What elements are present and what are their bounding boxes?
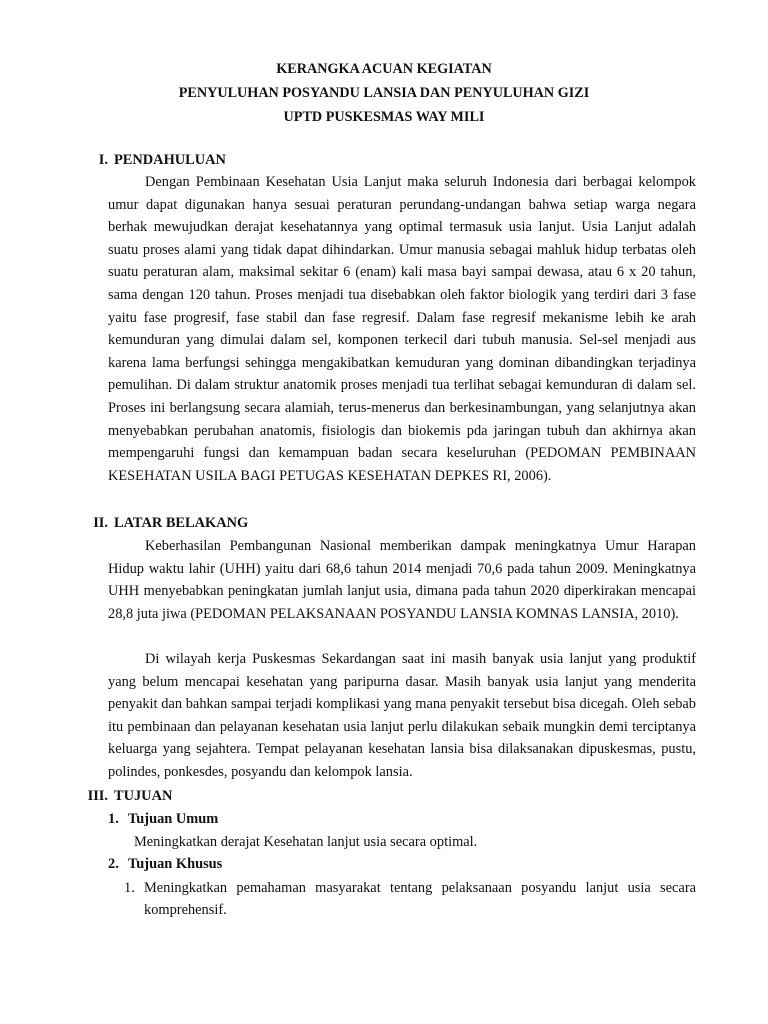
section-title: PENDAHULUAN: [114, 152, 226, 168]
subsection-heading-tujuan-umum: [108, 809, 218, 829]
section-title: LATAR BELAKANG: [114, 515, 249, 531]
subsection-number: 2.: [108, 856, 119, 872]
document-title: KERANGKA ACUAN KEGIATAN: [276, 61, 492, 77]
section-paragraph-pendahuluan: Dengan Pembinaan Kesehatan Usia Lanjut maka seluruh Indonesia dari berbagai kelompok umur dapat digunakan hanya sesuai peraturan perundang-undangan bahwa setiap warga negara berhak mewujudkan derajat kesehatannya yang optimal termasuk usia lanjut. Usia Lanjut adalah suatu proses alami yang tidak dapat dihindarkan. Umur manusia sebagai mahluk hidup terbatas oleh suatu peraturan alam, maksimal sekitar 6 (enam) kali masa bayi sampai dewasa, atau 6 x 20 tahun, sama dengan 120 tahun. Proses menjadi tua disebabkan oleh faktor biologik yang terdiri dari 3 fase yaitu fase progresif, fase stabil dan fase regresif. Dalam fase regresif mekanisme lebih ke arah kemunduran yang dimulai dalam sel, komponen terkecil dari tubuh manusia. Sel-sel menjadi aus karena lama berfungsi sehingga mengakibatkan kemuduran yang dominan dibandingkan terjadinya pemulihan. Di dalam struktur anatomik proses menjadi tua terlihat sebagai kemunduran di dalam sel. Proses ini berlangsung secara alamiah, terus-menerus dan berkesinambungan, yang selanjutnya akan menyebabkan perubahan anatomis, fisiologis dan biokemis pda jaringan tubuh dan akhirnya akan mempengaruhi fungsi dan kemampuan badan secara keseluruhan (PEDOMAN PEMBINAAN KESEHATAN USILA BAGI PETUGAS KESEHATAN DEPKES RI, 2006).: [108, 174, 696, 484]
section-number: III.: [87, 788, 108, 804]
subsection-text-tujuan-umum: Meningkatkan derajat Kesehatan lanjut usia secara optimal.: [134, 834, 478, 850]
section-paragraph-latar-belakang-1: Keberhasilan Pembangunan Nasional memberikan dampak meningkatnya Umur Harapan Hidup waktu lahir (UHH) yaitu dari 68,6 tahun 2014 menjadi 70,6 pada tahun 2009. Meningkatnya UHH menyebabkan peningkatan jumlah lanjut usia, dimana pada tahun 2020 diperkirakan mencapai 28,8 juta jiwa (PEDOMAN PELAKSANAAN POSYANDU LANSIA KOMNAS LANSIA, 2010).: [108, 538, 696, 622]
list-item-number: 1.: [124, 880, 135, 896]
subsection-number: 1.: [108, 811, 119, 827]
subsection-title: Tujuan Khusus: [128, 856, 223, 872]
section-heading-pendahuluan: [80, 150, 226, 170]
section-heading-tujuan: [80, 786, 172, 806]
section-heading-latar-belakang: [80, 513, 248, 533]
section-title: TUJUAN: [114, 788, 173, 804]
list-item-text: Meningkatkan pemahaman masyarakat tentang pelaksanaan posyandu lanjut usia secara komprehensif.: [144, 880, 696, 918]
document-subtitle: PENYULUHAN POSYANDU LANSIA DAN PENYULUHAN GIZI: [178, 85, 590, 101]
section-number: II.: [93, 515, 108, 531]
document-organization: UPTD PUSKESMAS WAY MILI: [283, 109, 485, 125]
subsection-heading-tujuan-khusus: [108, 854, 222, 874]
section-paragraph-latar-belakang-2: Di wilayah kerja Puskesmas Sekardangan saat ini masih banyak usia lanjut yang produktif yang belum mencapai kesehatan yang paripurna dasar. Masih banyak usia lanjut yang menderita penyakit dan bahkan sampai terjadi komplikasi yang mana penyakit tersebut bisa dicegah. Oleh sebab itu pembinaan dan pelayanan kesehatan usia lanjut perlu dilakukan sebaik mungkin demi terciptanya keluarga yang sejahtera. Tempat pelayanan kesehatan lansia bisa dilaksanakan dipuskesmas, pustu, polindes, ponkesdes, posyandu dan kelompok lansia.: [108, 651, 696, 780]
list-item: [124, 877, 696, 921]
section-number: I.: [98, 152, 108, 168]
subsection-title: Tujuan Umum: [128, 811, 219, 827]
